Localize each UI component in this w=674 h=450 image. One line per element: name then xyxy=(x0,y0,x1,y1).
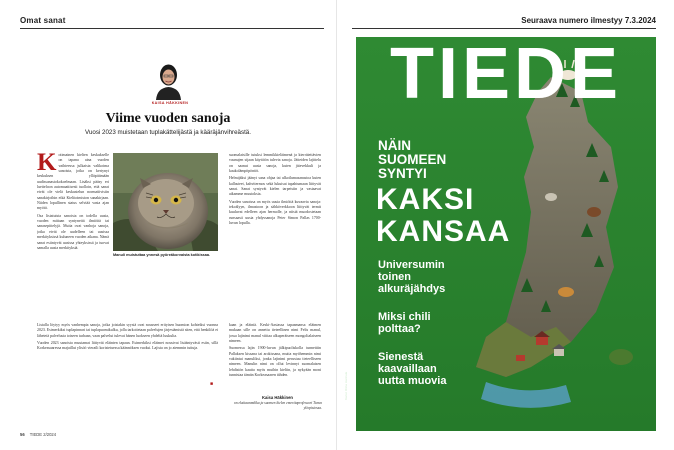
teaser-line: Miksi chili xyxy=(378,311,431,323)
paragraph: Vuoden sanoissa on myös uusia ilmiöitä kuvaavia sanoja: tekoälyyn, ilmastoon ja sähköverkkoon liittyvät termit kuuluvat edelleen ajan hermolle, ja niistä muodostetaan runsaasti uusia yhdyssanoja Peter Simon Pallas 1700-luvun lopulla. xyxy=(229,199,321,226)
page-footer xyxy=(20,432,56,437)
page-gutter xyxy=(336,0,337,450)
cover-masthead: TIEDE xyxy=(389,37,623,114)
teaser-line: alkuräjähdys xyxy=(378,283,446,295)
teaser-line: Sienestä xyxy=(378,351,424,363)
author-portrait xyxy=(152,58,185,100)
cover-headline-1: KAKSI xyxy=(376,183,475,216)
page-number: 56 xyxy=(20,432,25,437)
text-column-3 xyxy=(229,153,321,323)
paragraph: Suomessa lajin 1900-luvun jälkipuoliskolla tunnettiin Pallaksen kissana tai arokissana, mutta myöhemmin nimi vakiintui manuliksi, jonka lajinimi perustuu tieteelliseen nimeen. Manulin nimi on ollut levinnyt suomalaisen lehdistön kautta myös muihin kieliin, ja nykyään moni tunnistaa tämän Korkeasaaren tähden. xyxy=(229,346,321,378)
teaser-line: toinen xyxy=(378,271,411,283)
paragraph: otimainen kielten keskukselle on tapana aina vuoden vaihteessa julkaista valikoima sanoista, jotka on kertynyt keskuksen ylläpitämään uudissanastokokoelmaan. Lisäksi pääsy eri luetteloon automaattisesti tuolloin, että sanat eivät ole vielä keskustelun normatiivisiin sanakirjoihin eikä Kielitoimiston sanakirjaan. Niiden lopullinen status selviää vasta ajan myötä. xyxy=(37,153,109,211)
teaser-line: kaavaillaan xyxy=(378,363,437,375)
cover-teaser-1 xyxy=(378,259,445,295)
teaser-line: Universumin xyxy=(378,259,445,271)
next-issue-label: Seuraava numero ilmestyy 7.3.2024 xyxy=(521,16,656,25)
author-byline: KAISA HÄKKINEN xyxy=(151,101,189,105)
article-headline: Viime vuoden sanoja xyxy=(105,111,231,126)
paragraph: kaan ja eläintä. Keski-Aasiassa tapaamansa eläimen mukaan sille on annettu tieteellinen nimi Felis manul, jossa lajinimi manul viittaa alkuperäiseen mongolialaiseen nimeen. xyxy=(229,323,321,344)
top-rule-left xyxy=(20,28,324,29)
paragraph: suomalaisille tutuksi lemmikkieläimenä ja kierrätettävien vaunujen sijaan käyttöön tulevia sanoja. Jätteiden lajittelu on saanut uusia sanoja, kuten jätevekkuli ja kaukolämpöpöntöt. xyxy=(229,153,321,174)
cover-credit: Kansi: Riina Harmala xyxy=(344,371,348,400)
cover-teaser-2 xyxy=(378,311,431,335)
text-column-4 xyxy=(229,323,321,389)
paragraph: Vuoden 2023 sanoista muutamat liittyvät eläinten tapaan. Esimerkiksi eläimet nousivat lisääntyvästi esiin, sillä Korkeasaaressa majaillut ylisöö vieraili koristetuessa käännöksen vuoksi. Lajista on jo aiemmin tuttuja. xyxy=(37,341,218,351)
signature-name: Kaisa Häkkinen xyxy=(262,395,293,400)
drop-cap: K xyxy=(37,153,57,176)
cover-teaser-3 xyxy=(378,351,446,387)
section-label: Omat sanat xyxy=(20,16,66,25)
teaser-line: polttaa? xyxy=(378,323,421,335)
kicker-line: SUOMEEN xyxy=(378,152,447,167)
photo-caption: Manuli muistuttaa ynnesä pyöreäkorvaista kotikissaa. xyxy=(113,253,211,257)
next-issue-cover xyxy=(356,37,656,431)
text-column-2 xyxy=(37,323,218,418)
article-lead: Vuosi 2023 muistetaan tuplakättelijästä ja kääräjänvihreästä. xyxy=(85,129,251,136)
end-mark-icon: ■ xyxy=(210,381,214,387)
paragraph: Osa listatuista sanoista on todella uusia, vuoden mittaan syntyneitä ilmiöitä tai sanasepittelyjä. Muita ovat vanhoja sanoja, jotka eivät ole uudelleen tai uusissa merkityksissä kuluneen vuoden aikana. Nämä sanat esiintyvät uusissa yhteyksissä ja tuovat samalla uusia merkityksiä. xyxy=(37,213,109,250)
magazine-issue: TIEDE 2/2024 xyxy=(29,432,57,437)
cover-kicker xyxy=(378,139,446,181)
signature-role: on eksitaanmikka ja suomen kielen emeritaprofessori Turun yliopistossa. xyxy=(233,401,322,410)
paragraph: Listalla löytyy myös vanhempia sanoja, jotka joistakin syystä ovat nousseet erityisen huomion kohteiksi vuonna 2023. Esimerkiksi tuplapinnari tai tuplapuomikulku, jolla tarkoitetaan palvelujen järjestämistä siten, että henkilöä ei lähetetä palvelusta toiseen turhaan, vaan palvelut tulevat hänen luokseen yhdeltä luukulta. xyxy=(37,323,218,338)
manul-photo xyxy=(113,153,218,251)
kicker-line: NÄIN xyxy=(378,138,411,153)
cover-headline-2: KANSAA xyxy=(376,215,511,248)
paragraph: Helmijäksi jäänyt sana ohjaa tai ulkoilumasanastoa kuten kallasteet, kahvitermos sekä lukuisat tapahtumaan liittyvät sanat. Sanat syntyvät kielen tarpeisiin ja vastaavat aikamme muutoksia. xyxy=(229,176,321,197)
top-rule-right xyxy=(352,28,656,29)
kicker-line: SYNTYI xyxy=(378,166,427,181)
teaser-line: uutta muovia xyxy=(378,375,447,387)
